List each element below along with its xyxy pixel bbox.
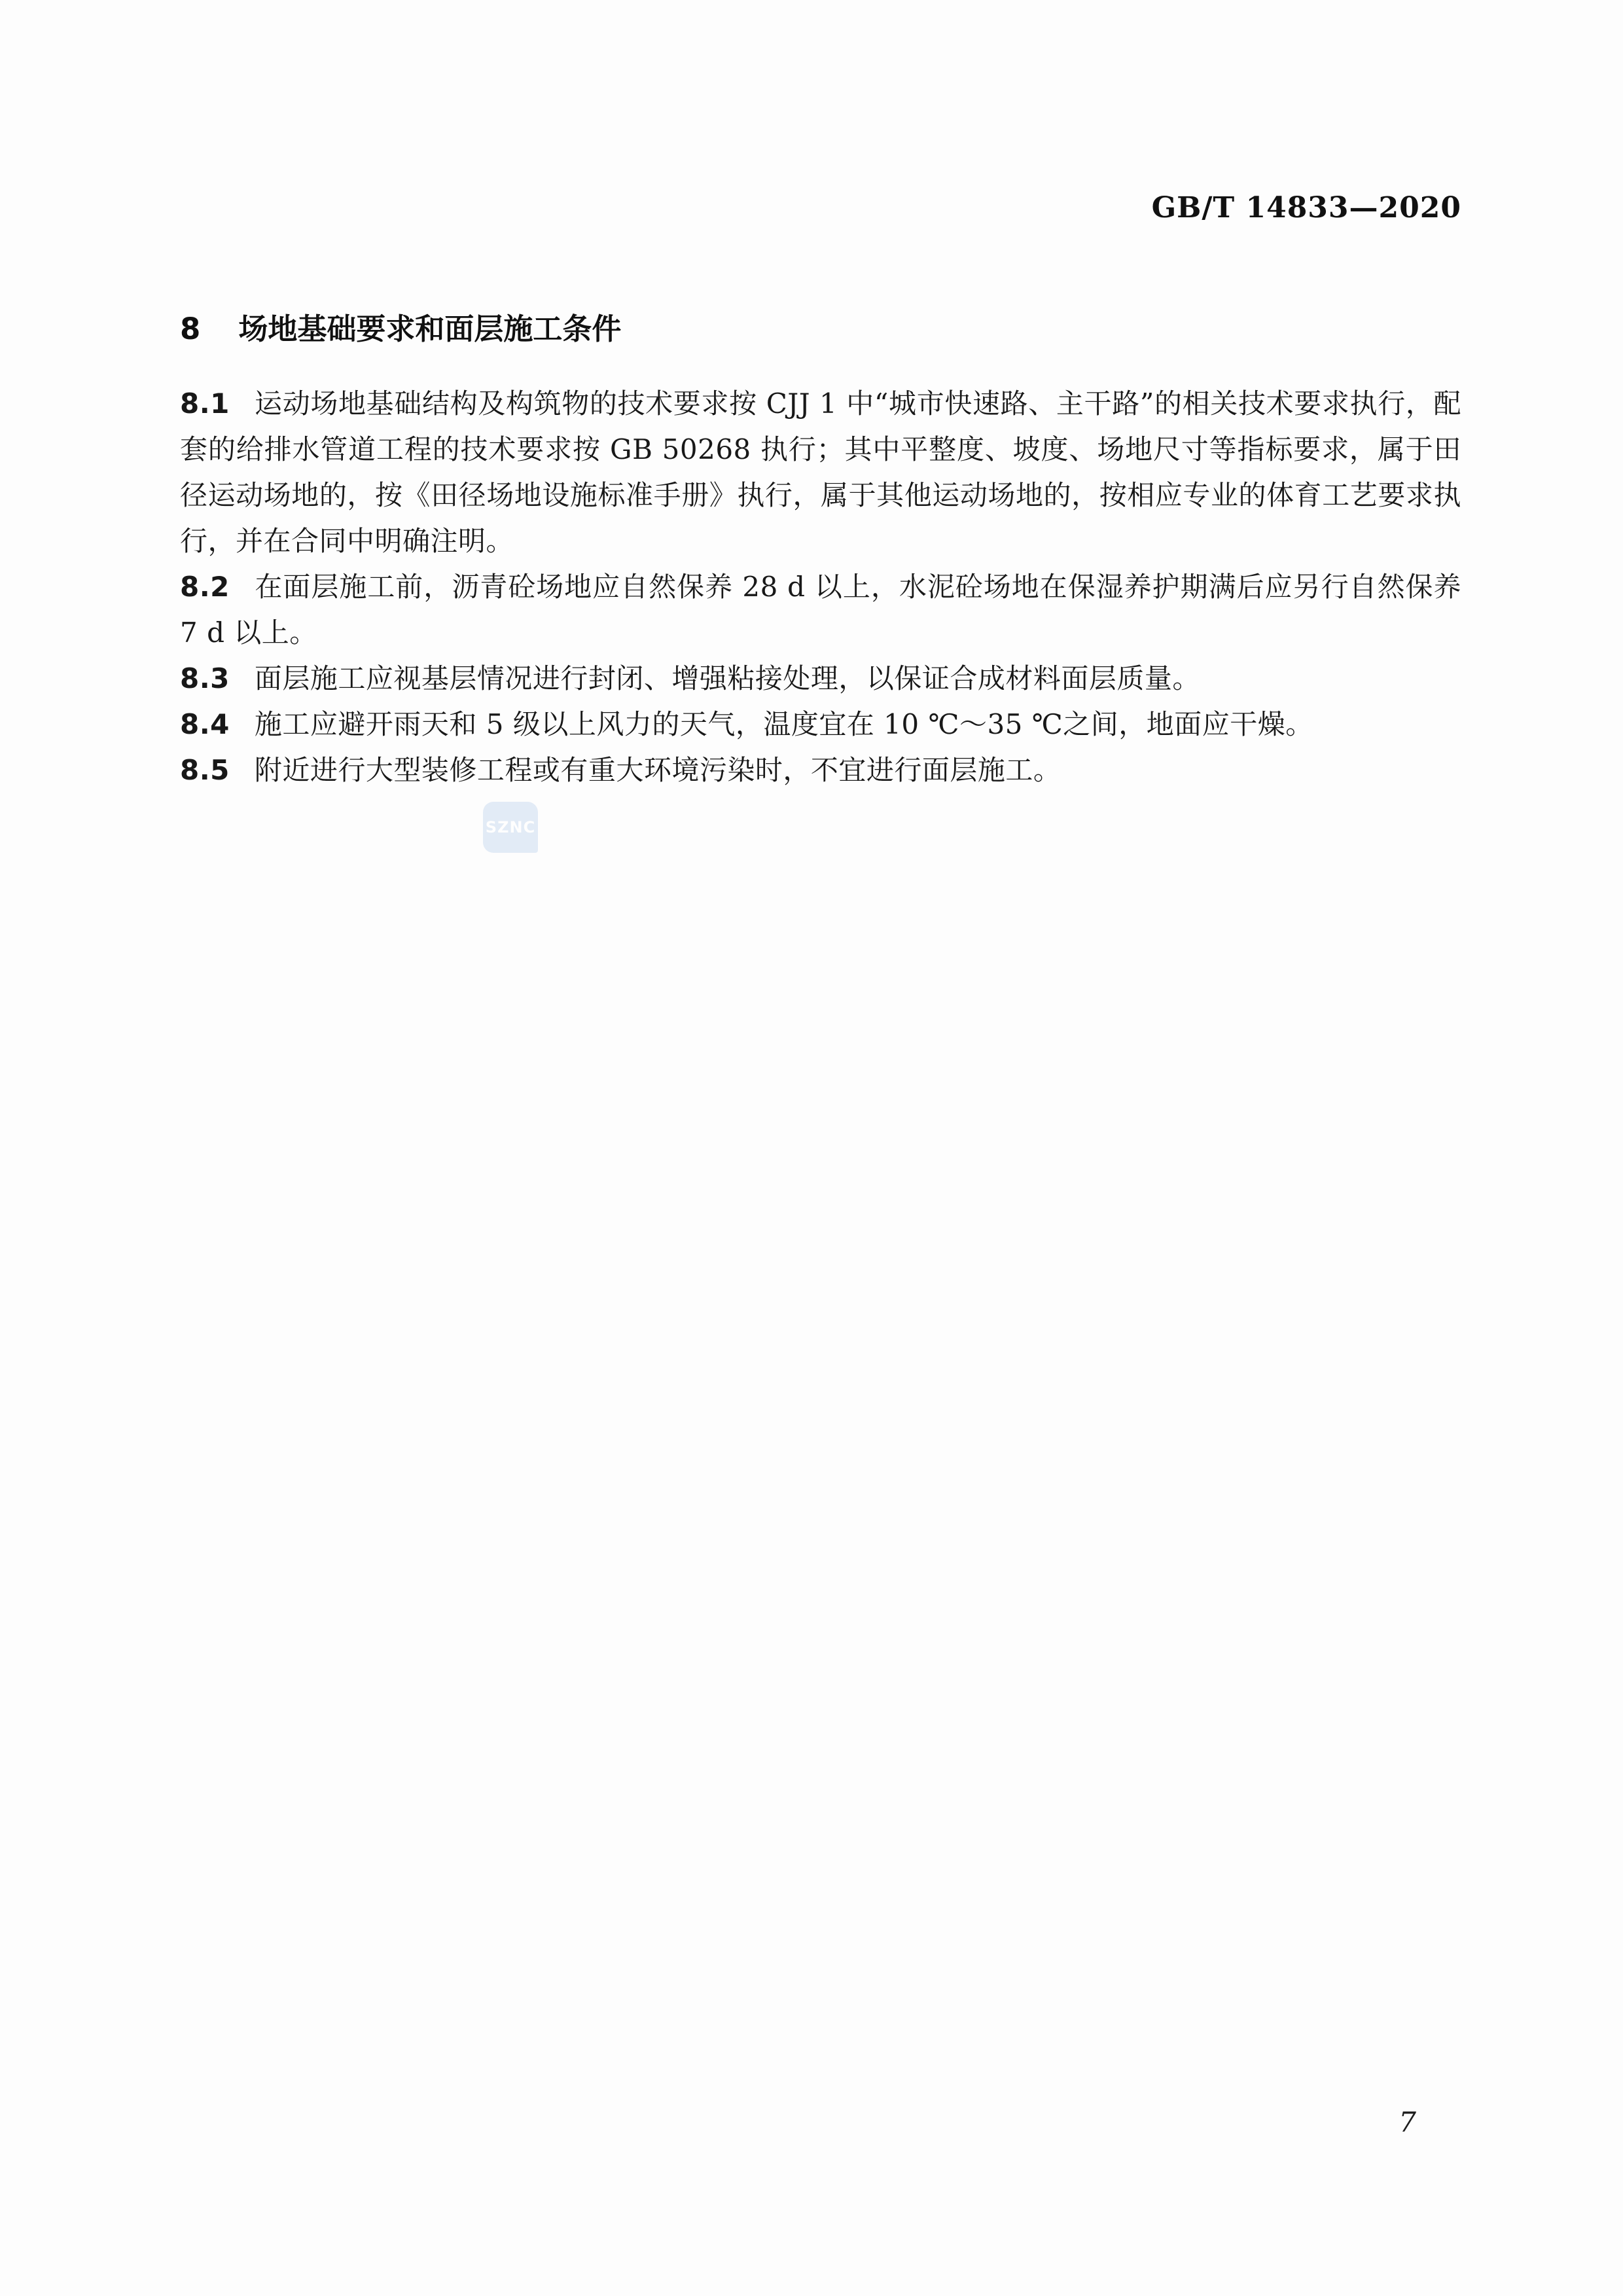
- watermark-logo-icon: [483, 802, 538, 853]
- clause-number: 8.3: [180, 662, 230, 694]
- clause-8-2: [180, 564, 1461, 656]
- section-title: 场地基础要求和面层施工条件: [238, 312, 622, 346]
- clause-number: 8.2: [180, 571, 230, 603]
- clause-8-4: [180, 702, 1461, 747]
- clause-number: 8.5: [180, 754, 230, 786]
- page-number: 7: [1399, 2106, 1416, 2138]
- clause-8-5: [180, 747, 1461, 793]
- clause-text: 运动场地基础结构及构筑物的技术要求按 CJJ 1 中“城市快速路、主干路”的相关技术要求执行，配套的给排水管道工程的技术要求按 GB 50268 执行；其中平整度、坡度、场地尺寸等指标要求，属于田径运动场地的，按《田径场地设施标准手册》执行，属于其他运动场地的，按相应专业的体育工艺要求执行，并在合同中明确注明。: [180, 387, 1461, 557]
- body-text-block: [180, 381, 1461, 793]
- clause-number: 8.1: [180, 387, 230, 420]
- section-heading: [180, 305, 621, 348]
- clause-text: 面层施工应视基层情况进行封闭、增强粘接处理，以保证合成材料面层质量。: [254, 662, 1200, 694]
- clause-number: 8.4: [180, 708, 230, 740]
- watermark-text: SZNC: [485, 818, 536, 836]
- clause-text: 施工应避开雨天和 5 级以上风力的天气，温度宜在 10 ℃～35 ℃之间，地面应干燥。: [254, 708, 1313, 740]
- clause-8-1: [180, 381, 1461, 564]
- clause-text: 在面层施工前，沥青砼场地应自然保养 28 d 以上，水泥砼场地在保湿养护期满后应另行自然保养 7 d 以上。: [180, 571, 1461, 649]
- section-number: 8: [180, 312, 201, 346]
- standard-code-header: GB/T 14833—2020: [1151, 191, 1461, 224]
- clause-text: 附近进行大型装修工程或有重大环境污染时，不宜进行面层施工。: [254, 754, 1061, 786]
- clause-8-3: [180, 656, 1461, 702]
